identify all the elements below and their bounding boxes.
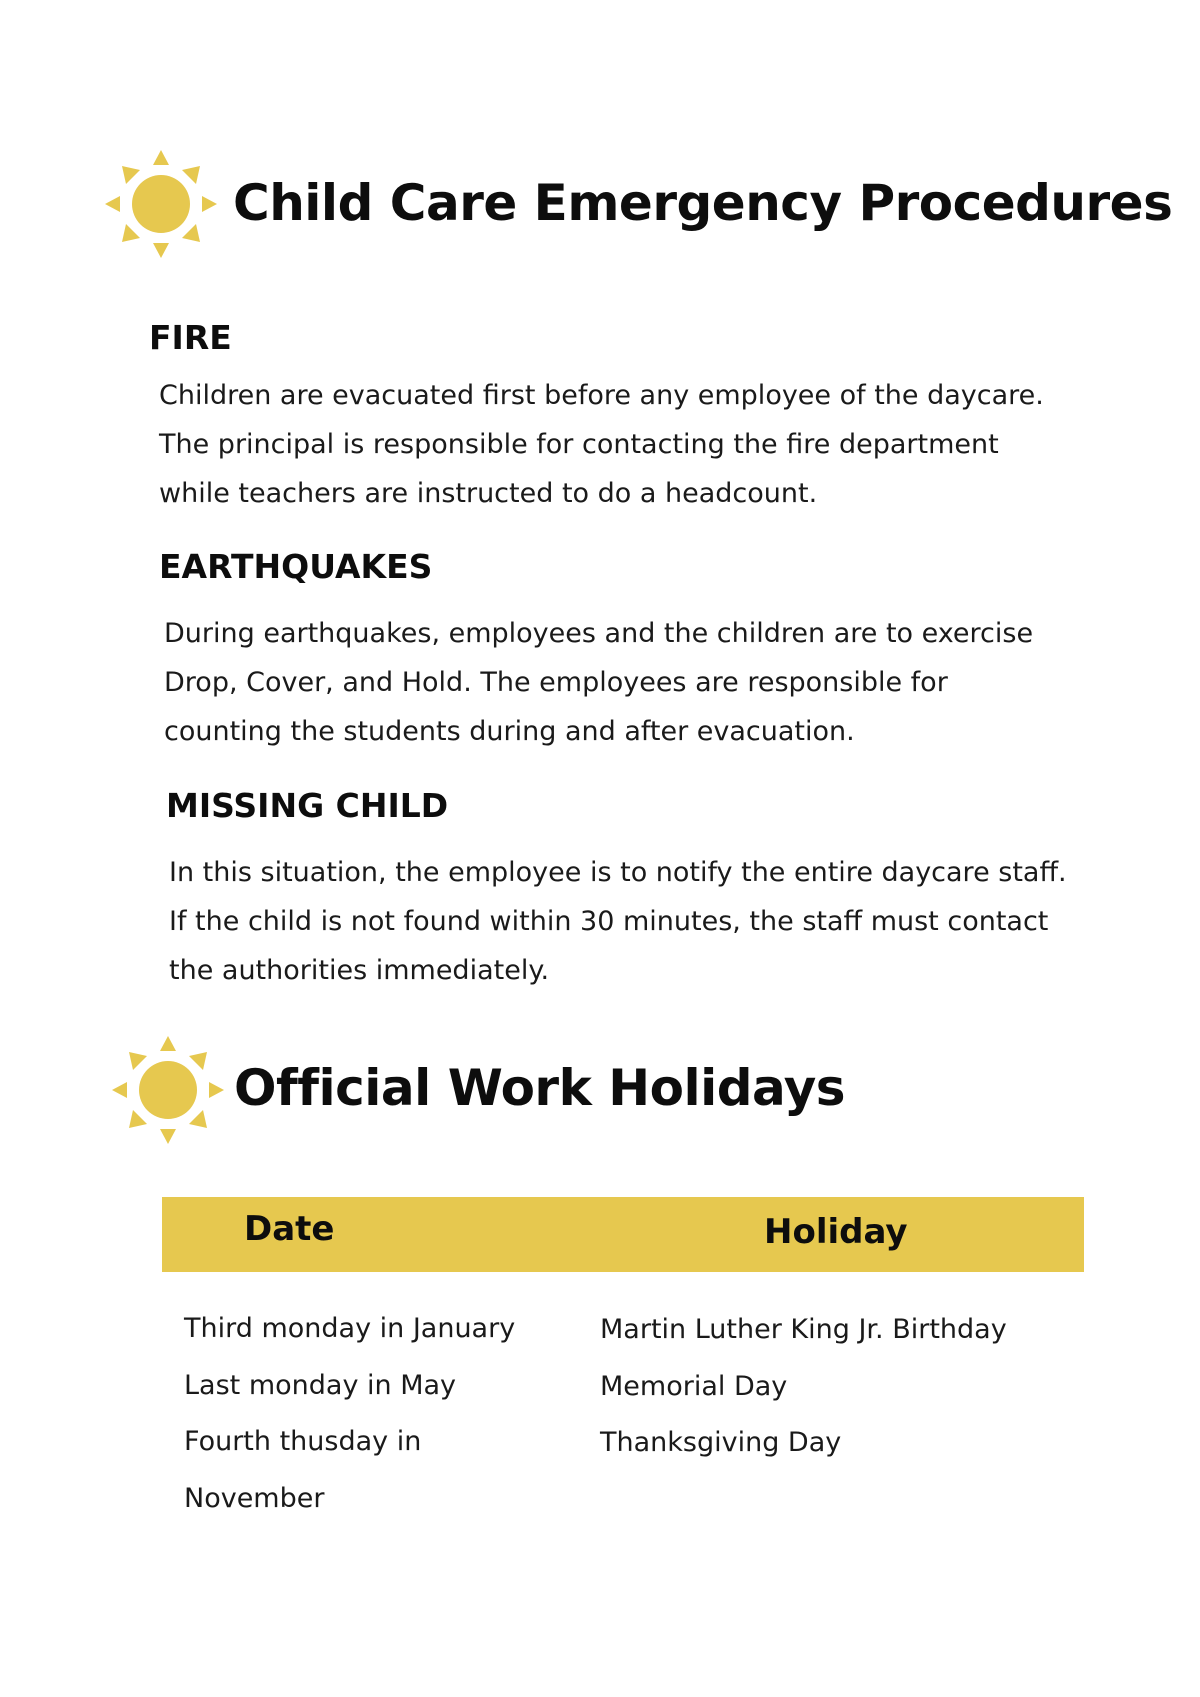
body-line: Drop, Cover, and Hold. The employees are responsible for xyxy=(164,667,948,698)
section-heading-earthquakes: EARTHQUAKES xyxy=(159,547,433,586)
section-body-earthquakes xyxy=(164,609,1033,756)
holidays-title: Official Work Holidays xyxy=(234,1059,846,1117)
section-body-missing-child xyxy=(169,848,1067,995)
body-line: In this situation, the employee is to notify the entire daycare staff. xyxy=(169,857,1067,888)
holiday-cell: Thanksgiving Day xyxy=(600,1427,842,1458)
body-line: During earthquakes, employees and the children are to exercise xyxy=(164,618,1034,649)
holiday-cell: Martin Luther King Jr. Birthday xyxy=(600,1314,1007,1345)
body-line: If the child is not found within 30 minutes, the staff must contact xyxy=(169,906,1049,937)
date-cell: Fourth thusday in xyxy=(184,1426,422,1457)
date-cell: November xyxy=(184,1483,325,1514)
section-heading-fire: FIRE xyxy=(149,318,232,357)
body-line: The principal is responsible for contacting the fire department xyxy=(159,429,999,460)
date-cell: Third monday in January xyxy=(184,1313,516,1344)
section-heading-missing-child: MISSING CHILD xyxy=(166,786,449,825)
body-line: counting the students during and after evacuation. xyxy=(164,716,855,747)
date-cell: Last monday in May xyxy=(184,1370,457,1401)
page-title: Child Care Emergency Procedures xyxy=(233,174,1173,232)
section-body-fire xyxy=(159,371,1044,518)
body-line: Children are evacuated first before any employee of the daycare. xyxy=(159,380,1044,411)
holiday-table-header xyxy=(162,1197,1084,1272)
body-line: while teachers are instructed to do a headcount. xyxy=(159,478,818,509)
sun-icon xyxy=(105,150,217,258)
column-header-date: Date xyxy=(244,1209,335,1249)
sun-icon xyxy=(112,1036,224,1144)
column-header-holiday: Holiday xyxy=(764,1212,908,1252)
body-line: the authorities immediately. xyxy=(169,955,550,986)
holiday-cell: Memorial Day xyxy=(600,1371,788,1402)
